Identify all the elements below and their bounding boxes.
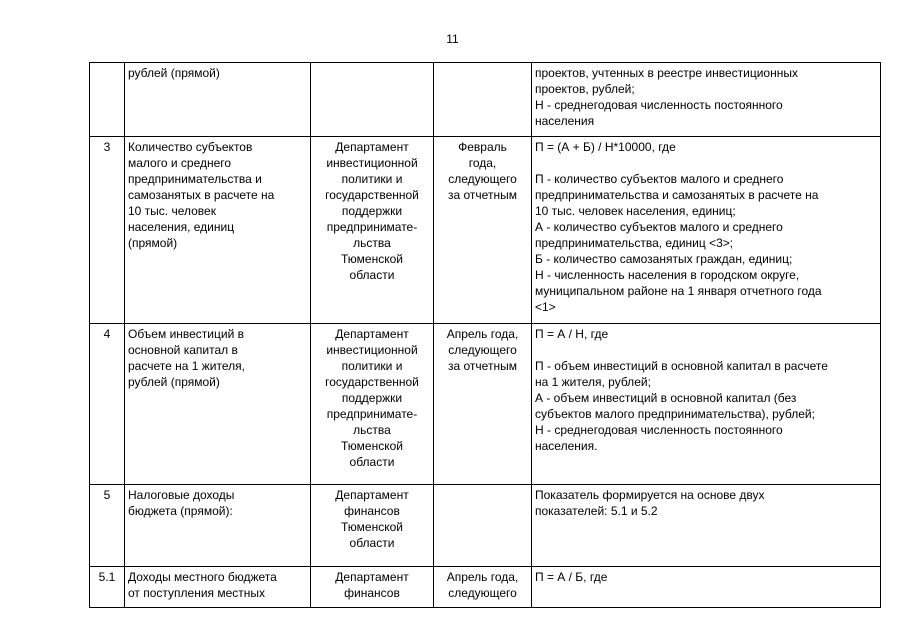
cell-text-line: поддержки — [341, 204, 403, 218]
table-row — [90, 137, 881, 324]
cell-text-line: года, — [468, 156, 497, 170]
table-row — [90, 63, 881, 137]
blank-line — [535, 155, 877, 171]
cell-text-line: рублей (прямой) — [128, 375, 220, 389]
formula-cell — [532, 324, 881, 485]
row-number-cell: 4 — [90, 324, 125, 485]
deadline-cell — [434, 63, 532, 137]
cell-text-line: П = А / Н, где — [535, 327, 609, 341]
deadline-cell — [434, 324, 532, 485]
cell-text-line: Апрель года, — [446, 327, 519, 341]
cell-text-line: за отчетным — [448, 359, 517, 373]
cell-text-line: П = А / Б, где — [535, 570, 608, 584]
cell-text-line: льства — [353, 236, 391, 250]
cell-text-line: показателей: 5.1 и 5.2 — [535, 504, 658, 518]
responsible-department-cell — [311, 567, 434, 608]
cell-text-line: Показатель формируется на основе двух — [535, 488, 765, 502]
indicator-name-cell — [125, 324, 311, 485]
cell-text-line: предпринимательства и самозанятых в расчете на — [535, 188, 819, 202]
formula-cell — [532, 485, 881, 567]
indicator-name-cell — [125, 485, 311, 567]
deadline-cell — [434, 567, 532, 608]
cell-text-line: П - количество субъектов малого и среднего — [535, 172, 784, 186]
cell-text-line: поддержки — [341, 391, 403, 405]
cell-text-line: инвестиционной — [326, 343, 418, 357]
row-number-cell: 5.1 — [90, 567, 125, 608]
cell-text-line: А - объем инвестиций в основной капитал (без — [535, 391, 797, 405]
cell-text-line: предпринимате- — [326, 220, 418, 234]
cell-text-line: субъектов малого предпринимательства), рублей; — [535, 407, 815, 421]
cell-text-line: проектов, учтенных в реестре инвестиционных — [535, 66, 798, 80]
cell-text-line: населения — [535, 114, 595, 128]
indicator-table-body — [90, 63, 881, 608]
blank-line — [535, 342, 877, 358]
formula-cell — [532, 63, 881, 137]
deadline-cell — [434, 485, 532, 567]
cell-text-line: Тюменской — [341, 252, 403, 266]
cell-text-line: Департамент — [335, 488, 409, 502]
cell-text-line: Тюменской — [341, 520, 403, 534]
cell-text-line: политики и — [341, 359, 403, 373]
cell-text-line: <1> — [535, 300, 556, 314]
responsible-department-cell — [311, 324, 434, 485]
page-number: 11 — [446, 32, 459, 46]
indicator-table — [89, 62, 881, 608]
cell-text-line: политики и — [341, 172, 403, 186]
table-row — [90, 567, 881, 608]
cell-text-line: государственной — [325, 375, 419, 389]
formula-cell — [532, 567, 881, 608]
cell-text-line: населения. — [535, 439, 598, 453]
cell-text-line: Количество субъектов — [128, 140, 253, 154]
cell-text-line: (прямой) — [128, 236, 178, 250]
cell-text-line: Налоговые доходы — [128, 488, 235, 502]
cell-text-line: муниципальном районе на 1 января отчетного года — [535, 284, 822, 298]
cell-text-line: самозанятых в расчете на — [128, 188, 275, 202]
cell-text-line: следующего — [448, 343, 517, 357]
indicator-name-cell — [125, 137, 311, 324]
cell-text-line: расчете на 1 жителя, — [128, 359, 245, 373]
cell-text-line: 10 тыс. человек населения, единиц; — [535, 204, 736, 218]
cell-text-line: Тюменской — [341, 439, 403, 453]
cell-text-line: следующего — [448, 586, 517, 600]
deadline-cell — [434, 137, 532, 324]
cell-text-line: П - объем инвестиций в основной капитал в расчете — [535, 359, 828, 373]
cell-text-line: Доходы местного бюджета — [128, 570, 277, 584]
cell-text-line: А - количество субъектов малого и среднего — [535, 220, 783, 234]
row-number-cell: 3 — [90, 137, 125, 324]
cell-text-line: от поступления местных — [128, 586, 266, 600]
cell-text-line: Февраль — [458, 140, 507, 154]
row-number-cell — [90, 63, 125, 137]
cell-text-line: льства — [353, 423, 391, 437]
indicator-name-cell — [125, 567, 311, 608]
cell-text-line: рублей (прямой) — [128, 66, 220, 80]
cell-text-line: Департамент — [335, 570, 409, 584]
cell-text-line: бюджета (прямой): — [128, 504, 233, 518]
cell-text-line: Апрель года, — [446, 570, 519, 584]
cell-text-line: населения, единиц — [128, 220, 235, 234]
cell-text-line: Объем инвестиций в — [128, 327, 244, 341]
cell-text-line: малого и среднего — [128, 156, 232, 170]
cell-text-line: на 1 жителя, рублей; — [535, 375, 651, 389]
responsible-department-cell — [311, 63, 434, 137]
table-row — [90, 485, 881, 567]
formula-cell — [532, 137, 881, 324]
cell-text-line: финансов — [344, 586, 400, 600]
responsible-department-cell — [311, 485, 434, 567]
cell-text-line: инвестиционной — [326, 156, 418, 170]
cell-text-line: за отчетным — [448, 188, 517, 202]
cell-text-line: предпринимате- — [326, 407, 418, 421]
cell-text-line: Департамент — [335, 327, 409, 341]
cell-text-line: следующего — [448, 172, 517, 186]
cell-text-line: финансов — [344, 504, 400, 518]
cell-text-line: Н - среднегодовая численность постоянного — [535, 423, 783, 437]
table-row — [90, 324, 881, 485]
row-number-cell: 5 — [90, 485, 125, 567]
cell-text-line: проектов, рублей; — [535, 82, 635, 96]
cell-text-line: 10 тыс. человек — [128, 204, 216, 218]
cell-text-line: области — [349, 536, 395, 550]
cell-text-line: области — [349, 455, 395, 469]
cell-text-line: государственной — [325, 188, 419, 202]
cell-text-line: Департамент — [335, 140, 409, 154]
cell-text-line: Н - среднегодовая численность постоянного — [535, 98, 783, 112]
cell-text-line: Н - численность населения в городском округе, — [535, 268, 800, 282]
responsible-department-cell — [311, 137, 434, 324]
indicator-name-cell — [125, 63, 311, 137]
cell-text-line: Б - количество самозанятых граждан, единиц; — [535, 252, 793, 266]
cell-text-line: области — [349, 268, 395, 282]
cell-text-line: предпринимательства, единиц <3>; — [535, 236, 734, 250]
cell-text-line: предпринимательства и — [128, 172, 262, 186]
cell-text-line: основной капитал в — [128, 343, 238, 357]
cell-text-line: П = (А + Б) / Н*10000, где — [535, 140, 676, 154]
